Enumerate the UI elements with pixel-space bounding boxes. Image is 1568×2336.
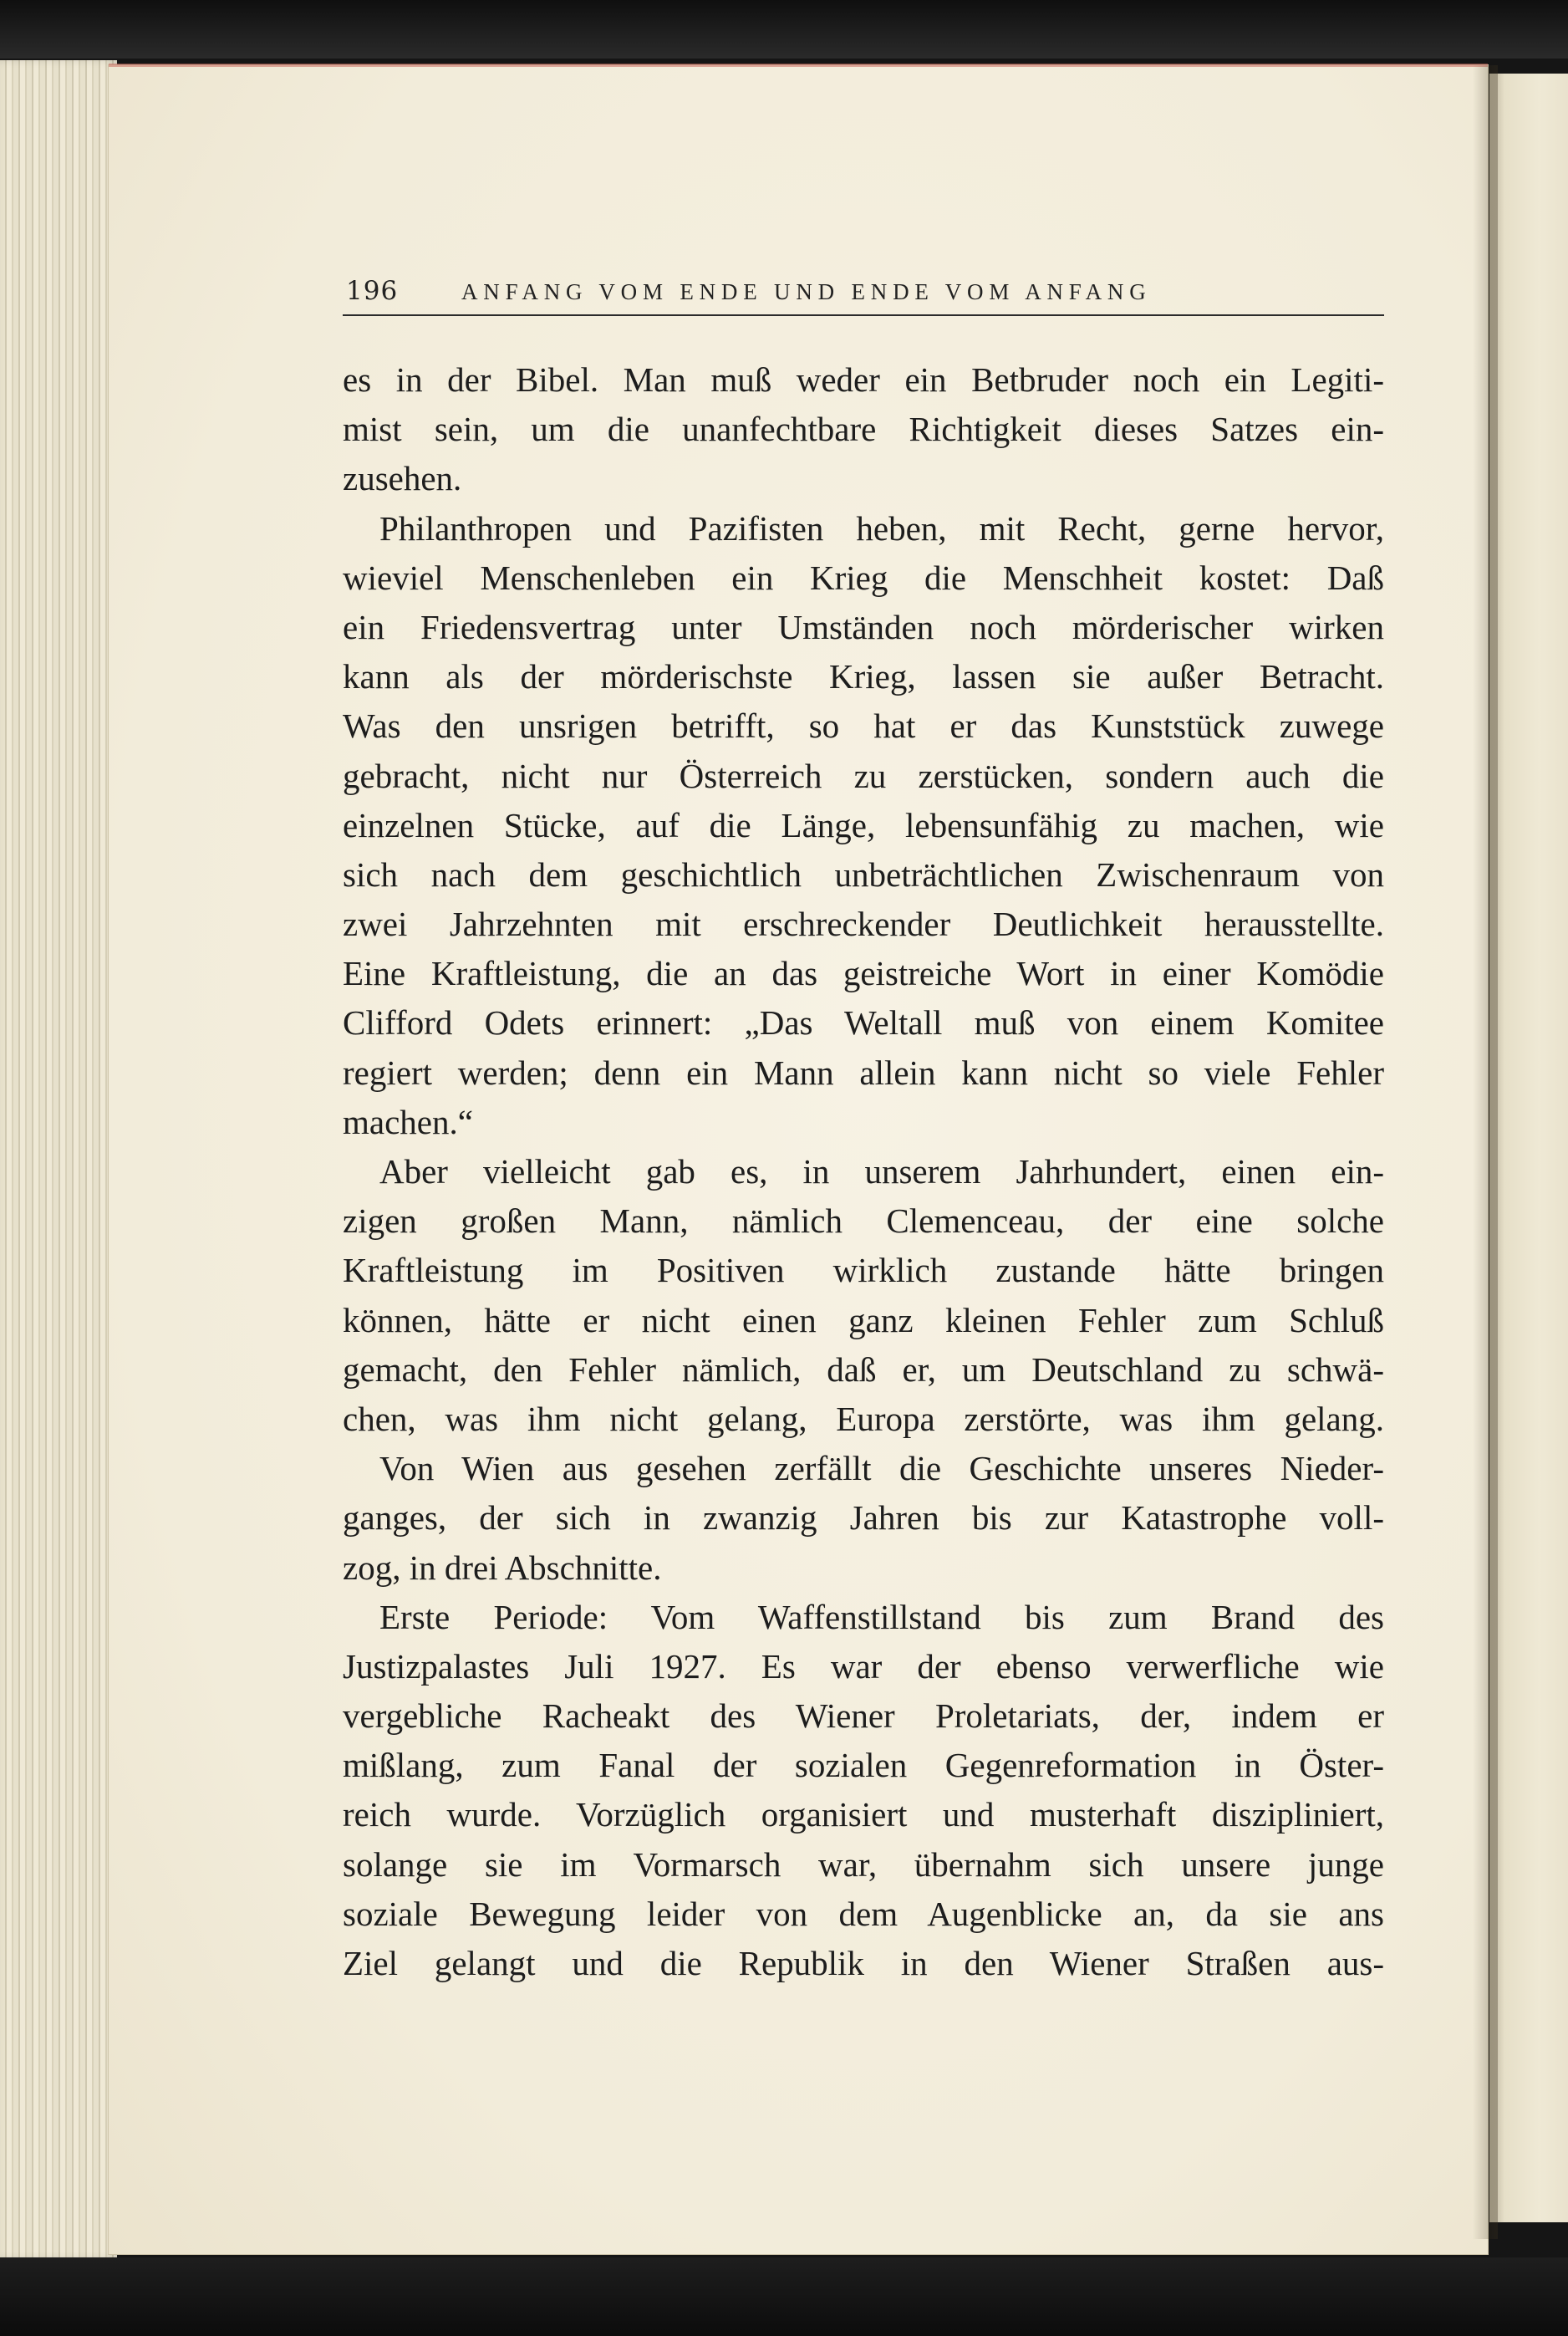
text-line: solange sie im Vormarsch war, übernahm sich unsere junge <box>343 1844 1384 1884</box>
text-line: zusehen. <box>343 459 462 498</box>
text-line: mißlang, zum Fanal der sozialen Gegenreformation in Öster- <box>343 1746 1384 1785</box>
next-page-edge <box>1489 74 1568 2222</box>
text-line: wieviel Menschenleben ein Krieg die Menschheit kostet: Daß <box>343 558 1384 597</box>
scan-background-bottom <box>0 2257 1568 2336</box>
text-line: Von Wien aus gesehen zerfällt die Geschichte unseres Nieder- <box>379 1449 1384 1488</box>
text-line: mist sein, um die unanfechtbare Richtigkeit dieses Satzes ein- <box>343 410 1384 449</box>
text-line: Philanthropen und Pazifisten heben, mit Recht, gerne hervor, <box>379 508 1384 548</box>
text-line: es in der Bibel. Man muß weder ein Betbruder noch ein Legiti- <box>343 360 1384 399</box>
text-line: gemacht, den Fehler nämlich, daß er, um Deutschland zu schwä- <box>343 1349 1384 1389</box>
text-line: Justizpalastes Juli 1927. Es war der ebenso verwerfliche wie <box>343 1646 1384 1686</box>
text-line: sich nach dem geschichtlich unbeträchtlichen Zwischenraum von <box>343 854 1384 894</box>
text-line: Ziel gelangt und die Republik in den Wiener Straßen aus- <box>343 1944 1384 1982</box>
text-line: Clifford Odets erinnert: „Das Weltall muß von einem Komitee <box>343 1003 1384 1043</box>
text-line: regiert werden; denn ein Mann allein kann nicht so viele Fehler <box>343 1053 1384 1092</box>
text-line: können, hätte er nicht einen ganz kleinen Fehler zum Schluß <box>343 1300 1384 1339</box>
text-line: Eine Kraftleistung, die an das geistreiche Wort in einer Komödie <box>343 954 1384 993</box>
gutter-shadow <box>1473 65 1498 2239</box>
text-line: kann als der mörderischste Krieg, lassen sie außer Betracht. <box>343 657 1384 696</box>
text-line: einzelnen Stücke, auf die Länge, lebensunfähig zu machen, wie <box>343 805 1384 844</box>
text-line: vergebliche Racheakt des Wiener Proletariats, der, indem er <box>343 1696 1384 1736</box>
text-line: zog, in drei Abschnitte. <box>343 1548 662 1587</box>
text-line: chen, was ihm nicht gelang, Europa zerstörte, was ihm gelang. <box>343 1399 1384 1438</box>
body-text <box>343 355 1384 1988</box>
text-line: Kraftleistung im Positiven wirklich zustande hätte bringen <box>343 1251 1384 1290</box>
page-top-edge <box>109 64 1488 67</box>
text-line: gebracht, nicht nur Österreich zu zerstücken, sondern auch die <box>343 756 1384 795</box>
text-line: Erste Periode: Vom Waffenstillstand bis zum Brand des <box>379 1597 1384 1636</box>
text-line: machen.“ <box>343 1102 473 1141</box>
text-line: ganges, der sich in zwanzig Jahren bis zur Katastrophe voll- <box>343 1498 1384 1538</box>
text-line: Was den unsrigen betrifft, so hat er das Kunststück zuwege <box>343 706 1384 746</box>
book-page-edges <box>0 60 117 2259</box>
text-line: zigen großen Mann, nämlich Clemenceau, der eine solche <box>343 1201 1384 1241</box>
scan-background-top <box>0 0 1568 59</box>
running-head <box>343 273 1384 316</box>
page-number: 196 <box>346 276 399 306</box>
text-line: soziale Bewegung leider von dem Augenblicke an, da sie ans <box>343 1894 1384 1933</box>
text-line: reich wurde. Vorzüglich organisiert und musterhaft diszipliniert, <box>343 1795 1384 1834</box>
text-line: Aber vielleicht gab es, in unserem Jahrhundert, einen ein- <box>379 1152 1384 1191</box>
text-line: zwei Jahrzehnten mit erschreckender Deutlichkeit herausstellte. <box>343 905 1384 944</box>
running-head-title: ANFANG VOM ENDE UND ENDE VOM ANFANG <box>461 279 1152 304</box>
text-line: ein Friedensvertrag unter Umständen noch mörderischer wirken <box>343 607 1384 646</box>
